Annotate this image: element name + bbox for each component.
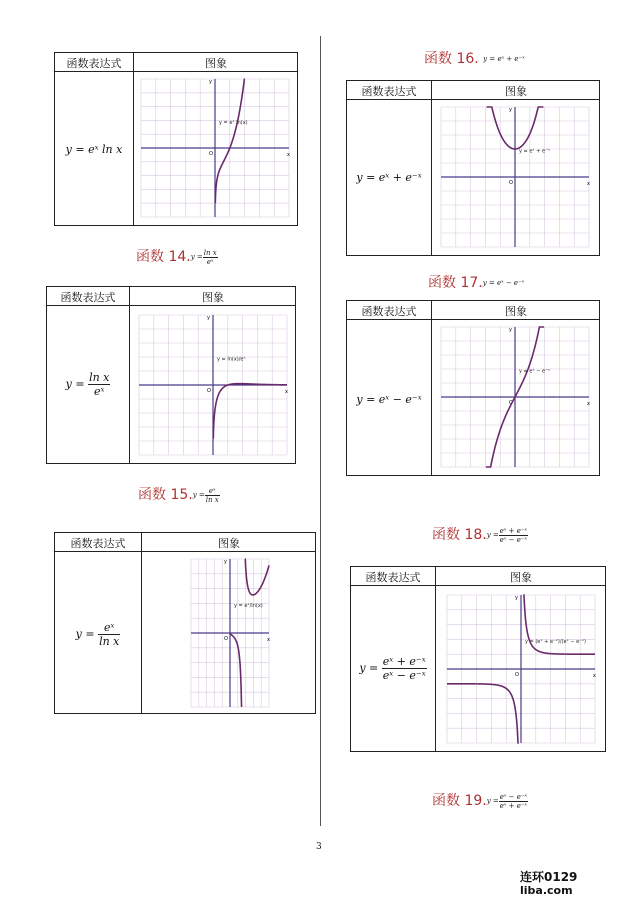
function-table-13 (54, 52, 298, 226)
table-header: 函数表达式 图象 (47, 287, 295, 306)
table-header (55, 53, 297, 72)
function-curve (245, 559, 269, 595)
function-curve (213, 384, 287, 439)
origin-label: O (224, 636, 228, 642)
origin-label: O (207, 388, 211, 394)
table-header: 函数表达式 图象 (351, 567, 605, 586)
table-header: 函数表达式 图象 (55, 533, 315, 552)
y-axis-label: y (207, 315, 210, 321)
y-axis-label: y (509, 327, 512, 333)
x-axis-label: x (587, 401, 590, 407)
header-graph: 图象 (205, 57, 227, 70)
function-curve (230, 633, 242, 707)
caption-18: 函数 18.y = $\frac{\text{eˣ + e⁻ˣ}}{\text{eˣ − e⁻ˣ}}$ (432, 526, 528, 544)
expression-16: y = eˣ + e⁻ˣ (356, 171, 422, 184)
origin-label: O (209, 151, 213, 157)
curve-formula-label: y = eˣ + e⁻ˣ (519, 148, 550, 155)
x-axis-label: x (287, 152, 290, 158)
column-divider (320, 36, 321, 826)
origin-label: O (509, 400, 513, 406)
curve-formula-label: y = eˣ − e⁻ˣ (519, 368, 550, 375)
x-axis-label: x (285, 389, 288, 395)
curve-formula-label: y = ln(x)/eˣ (217, 356, 246, 363)
graph-17 (435, 321, 595, 473)
expression-13: y = eˣ ln x (65, 143, 123, 156)
function-table-15 (54, 532, 316, 714)
graph-14 (133, 309, 293, 461)
function-table-17 (346, 300, 600, 476)
y-axis-label: y (515, 595, 518, 601)
expression-15: y = $\frac{\text{eˣ}}{\text{ln x}}$ (75, 621, 120, 648)
expression-18: y = $\frac{\text{eˣ + e⁻ˣ}}{\text{eˣ − e⁻ˣ}}$ (359, 655, 426, 682)
header-expression: 函数表达式 (66, 57, 122, 70)
curve-formula-label: y = eˣ ln(x) (219, 119, 248, 126)
watermark: 连环0129 liba.com (520, 870, 578, 897)
y-axis-label: y (509, 107, 512, 113)
table-header: 函数表达式 图象 (347, 301, 599, 320)
graph-15 (185, 553, 275, 713)
table-header: 函数表达式 图象 (347, 81, 599, 100)
caption-16: 函数 16. y = eˣ + e⁻ˣ (424, 51, 525, 67)
function-table-16 (346, 80, 600, 256)
origin-label: O (509, 180, 513, 186)
x-axis-label: x (587, 181, 590, 187)
graph-18 (441, 589, 601, 749)
y-axis-label: y (209, 79, 212, 85)
caption-15: 函数 15.y = $\frac{\text{eˣ}}{\text{ln x}}$ (138, 486, 219, 504)
function-table-14 (46, 286, 296, 464)
caption-19: 函数 19.y = $\frac{\text{eˣ − e⁻ˣ}}{\text{eˣ + e⁻ˣ}}$ (432, 792, 528, 810)
x-axis-label: x (267, 637, 270, 643)
caption-17: 函数 17.y = eˣ − e⁻ˣ (428, 275, 525, 291)
function-table-18 (350, 566, 606, 752)
graph-16 (435, 101, 595, 253)
origin-label: O (515, 672, 519, 678)
y-axis-label: y (224, 559, 227, 565)
x-axis-label: x (593, 673, 596, 679)
page-number: 3 (316, 842, 322, 852)
curve-formula-label: y = (eˣ + e⁻ˣ)/(eˣ − e⁻ˣ) (525, 639, 587, 646)
expression-17: y = eˣ − e⁻ˣ (356, 393, 422, 406)
curve-formula-label: y = eˣ/ln(x) (234, 603, 263, 610)
caption-14: 函数 14.y = $\frac{\text{ln x}}{\text{eˣ}}$ (136, 248, 217, 266)
expression-14: y = $\frac{\text{ln x}}{\text{eˣ}}$ (65, 371, 110, 398)
graph-13 (135, 73, 295, 223)
